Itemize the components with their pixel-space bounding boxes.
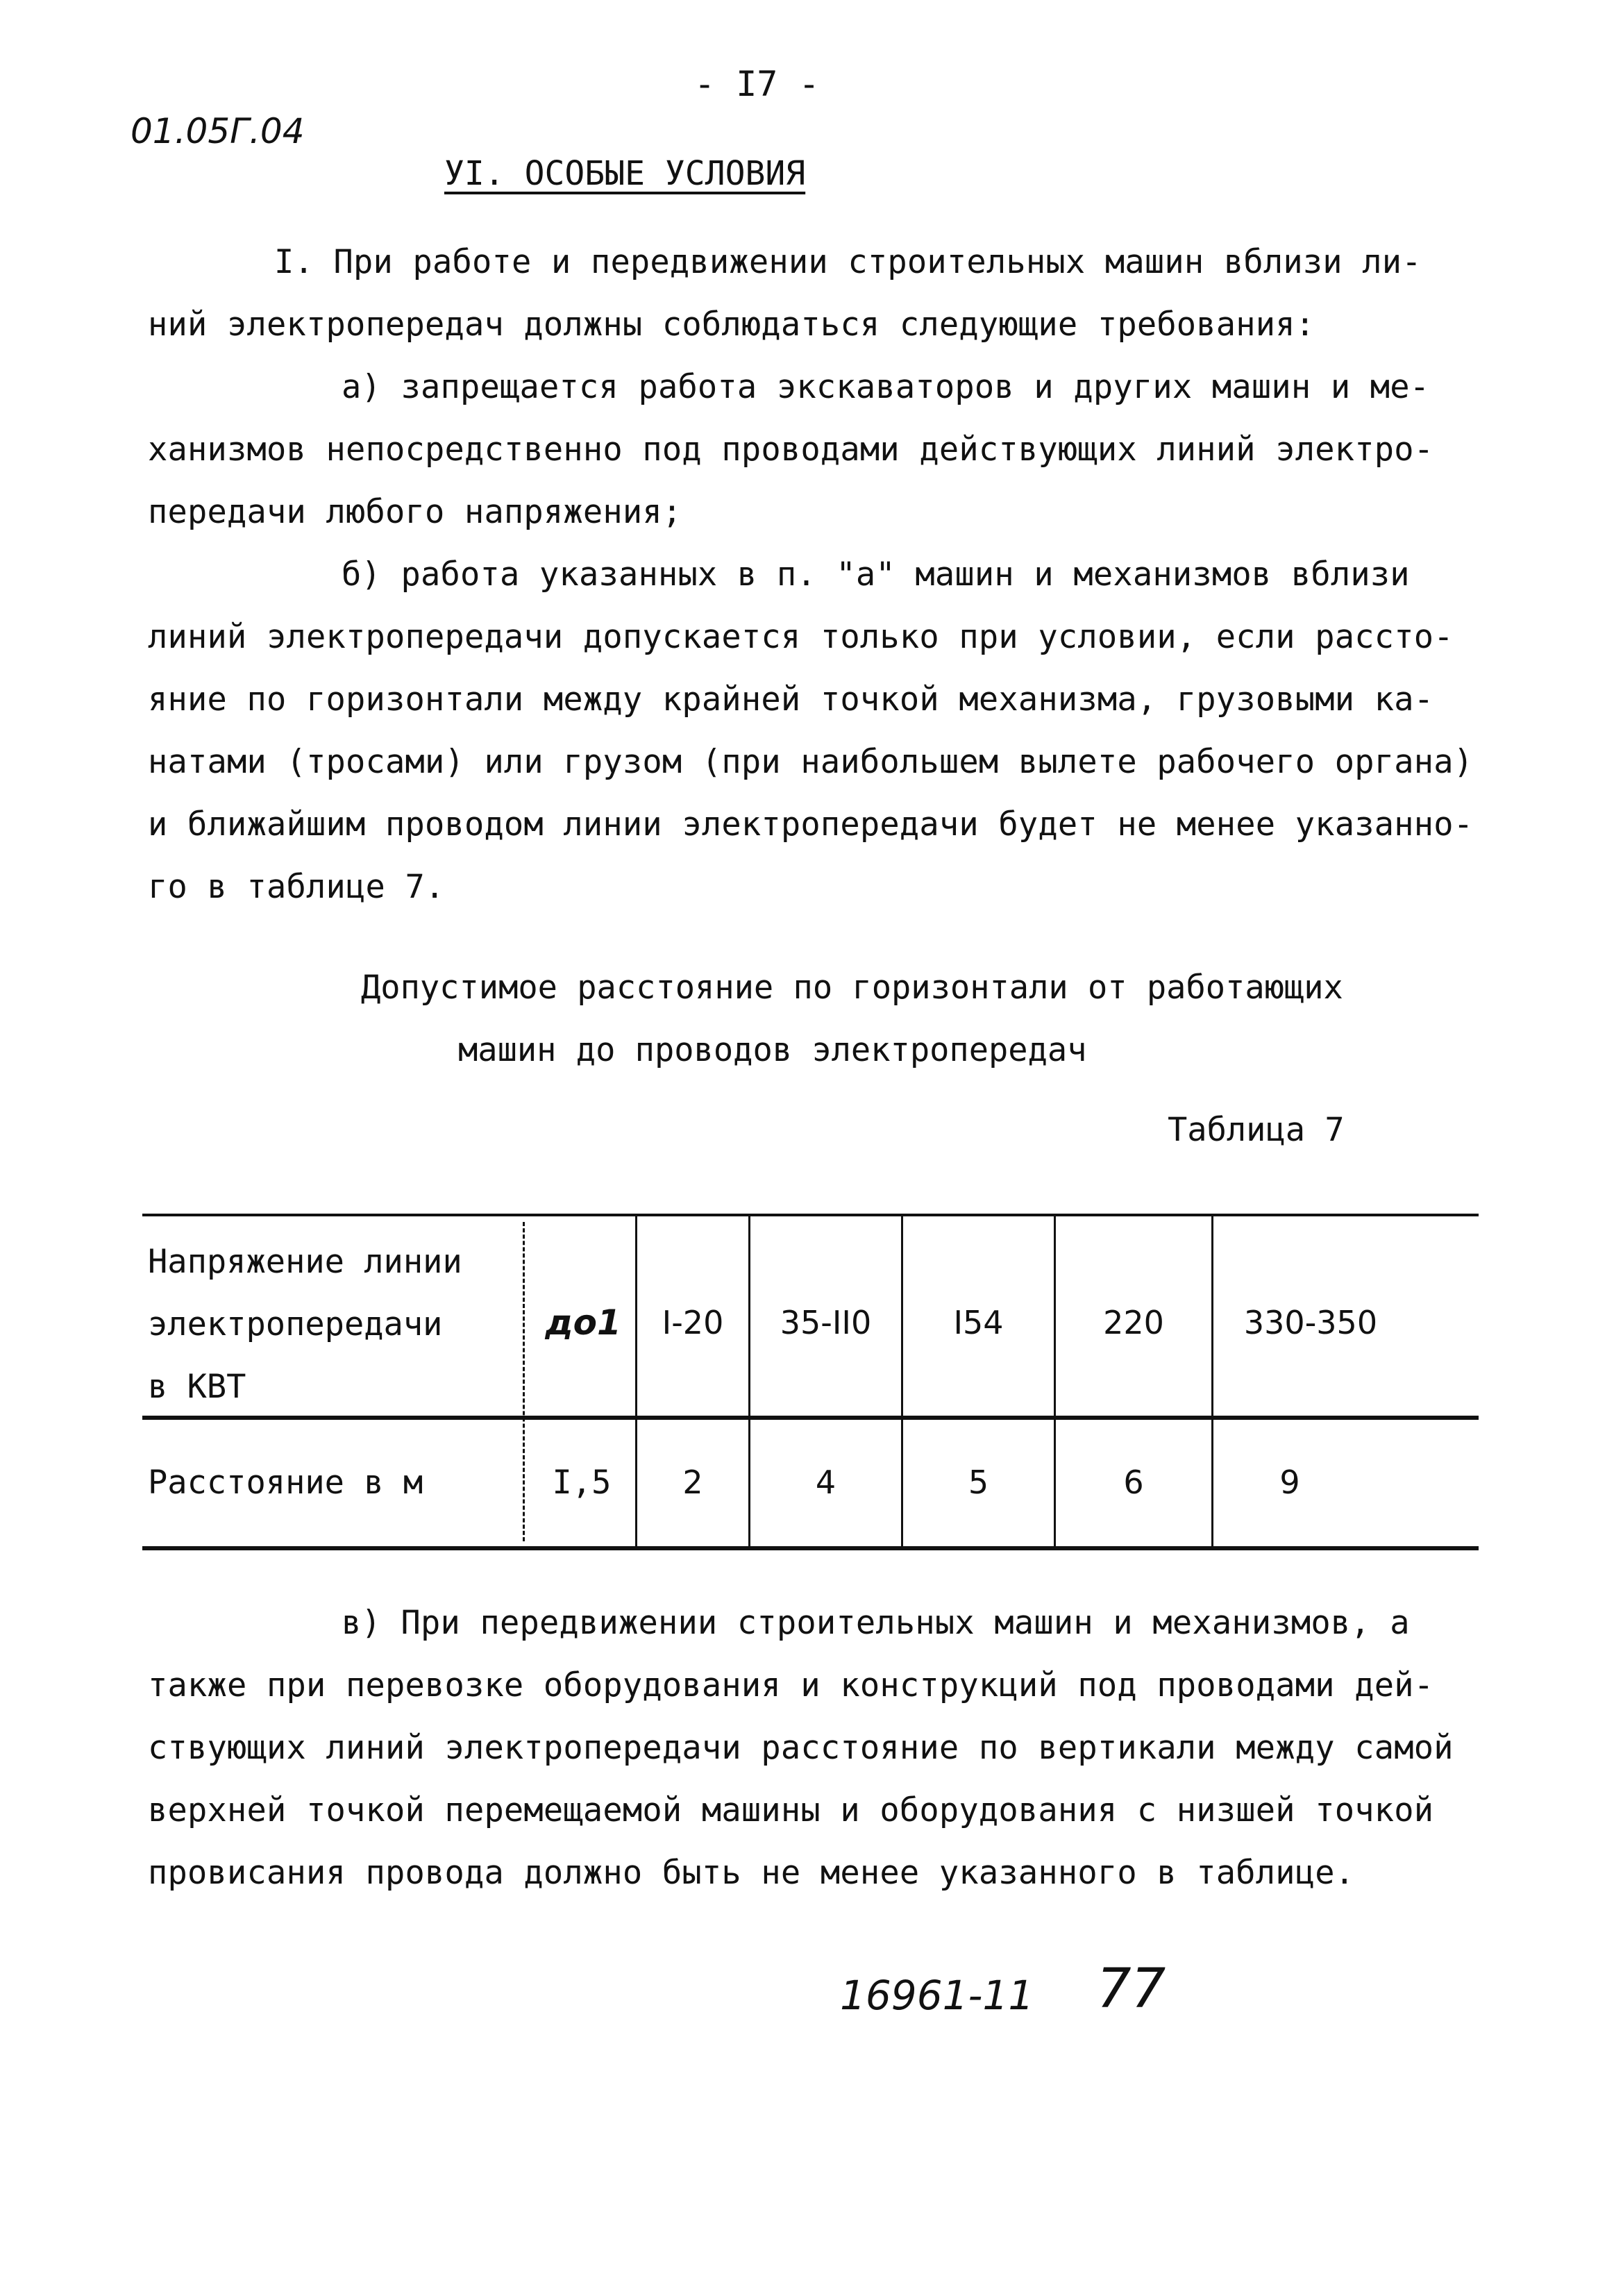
table-top-rule xyxy=(142,1214,1479,1216)
document-code: 01.05Г.04 xyxy=(131,111,305,151)
voltage-cell: 330-350 xyxy=(1243,1304,1378,1341)
paragraph-line: провисания провода должно быть не менее указанного в таблице. xyxy=(148,1854,1355,1892)
paragraph-line: го в таблице 7. xyxy=(148,868,445,906)
distance-cell: 2 xyxy=(682,1464,703,1501)
paragraph-line: б) работа указанных в п. "а" машин и механизмов вблизи xyxy=(342,555,1410,594)
voltage-cell: 220 xyxy=(1103,1304,1164,1341)
paragraph-line: ствующих линий электропередачи расстояние по вертикали между самой xyxy=(148,1729,1454,1767)
header-label-line: в КВТ xyxy=(148,1368,246,1406)
paragraph-line: ханизмов непосредственно под проводами действующих линий электро- xyxy=(148,430,1434,469)
voltage-cell: 35-II0 xyxy=(780,1304,872,1341)
row-label: Расстояние в м xyxy=(148,1464,423,1502)
distance-cell: 9 xyxy=(1279,1464,1300,1501)
distance-cell: 4 xyxy=(815,1464,836,1501)
paragraph-line: и ближайшим проводом линии электропередачи будет не менее указанно- xyxy=(148,805,1474,844)
paragraph-line: передачи любого напряжения; xyxy=(148,493,682,531)
voltage-cell: I54 xyxy=(953,1304,1004,1341)
paragraph-line: линий электропередачи допускается только при условии, если рассто- xyxy=(148,618,1454,656)
header-label-line: Напряжение линии xyxy=(148,1243,462,1281)
distance-table xyxy=(142,1214,1479,1550)
section-title: УI. ОСОБЫЕ УСЛОВИЯ xyxy=(444,154,806,193)
table-caption-line: Допустимое расстояние по горизонтали от работающих xyxy=(361,969,1343,1007)
footer-code: 16961-11 xyxy=(840,1972,1034,2019)
distance-cell: 5 xyxy=(968,1464,989,1501)
paragraph-line: натами (тросами) или грузом (при наибольшем вылете рабочего органа) xyxy=(148,743,1474,781)
distance-cell: I,5 xyxy=(552,1464,612,1502)
page-number: - I7 - xyxy=(694,64,820,104)
table-bottom-rule xyxy=(142,1546,1479,1550)
paragraph-line: также при перевозке оборудования и конструкций под проводами дей- xyxy=(148,1666,1434,1704)
paragraph-line: а) запрещается работа экскаваторов и других машин и ме- xyxy=(342,368,1430,406)
footer-page-number: 77 xyxy=(1097,1958,1166,2020)
paragraph-line: ний электропередач должны соблюдаться следующие требования: xyxy=(148,305,1315,344)
voltage-cell: до1 xyxy=(545,1302,621,1343)
table-divider xyxy=(523,1222,525,1541)
voltage-cell: I-20 xyxy=(662,1304,724,1341)
paragraph-line: верхней точкой перемещаемой машины и оборудования с низшей точкой xyxy=(148,1791,1434,1829)
paragraph-line: I. При работе и передвижении строительных машин вблизи ли- xyxy=(274,243,1422,281)
distance-cell: 6 xyxy=(1123,1464,1144,1501)
header-label-line: электропередачи xyxy=(148,1305,443,1343)
paragraph-line: яние по горизонтали между крайней точкой механизма, грузовыми ка- xyxy=(148,680,1434,719)
paragraph-line: в) При передвижении строительных машин и механизмов, а xyxy=(342,1604,1410,1642)
table-middle-rule xyxy=(142,1416,1479,1420)
table-label: Таблица 7 xyxy=(1168,1111,1345,1149)
table-caption-line: машин до проводов электропередач xyxy=(458,1031,1087,1069)
